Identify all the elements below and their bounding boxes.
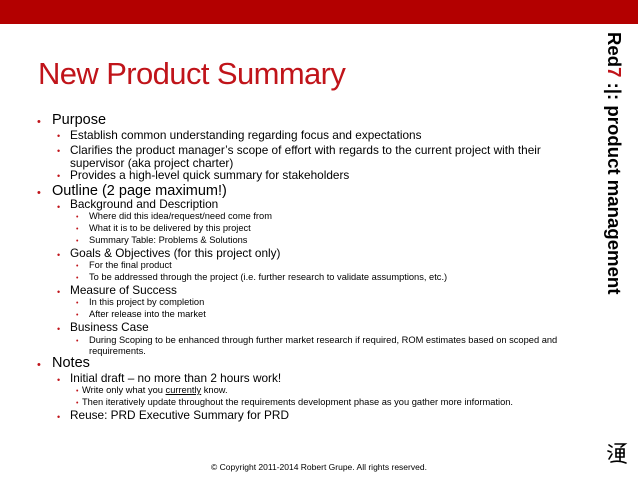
bullet-icon: • bbox=[76, 275, 79, 282]
business-item-1: During Scoping to be enhanced through further market research if required, ROM estimates based on scoped and requirements. bbox=[89, 335, 558, 356]
draft-item-1-underlined: currently bbox=[165, 385, 202, 395]
bullet-icon: • bbox=[76, 300, 79, 307]
copyright-footer: © Copyright 2011-2014 Robert Grupe. All rights reserved. bbox=[211, 462, 427, 472]
outline-goals-heading: Goals & Objectives (for this project only) bbox=[70, 246, 281, 260]
bullet-icon: • bbox=[76, 263, 79, 270]
bullet-icon: • bbox=[76, 214, 79, 221]
bullet-icon: • bbox=[57, 171, 61, 181]
section-notes-heading: Notes bbox=[52, 355, 90, 371]
outline-background-heading: Background and Description bbox=[70, 197, 219, 211]
background-item-2: What it is to be delivered by this project bbox=[89, 223, 251, 233]
bullet-icon: • bbox=[76, 226, 79, 233]
bullet-icon: • bbox=[57, 131, 61, 141]
background-item-3: Summary Table: Problems & Solutions bbox=[89, 235, 248, 245]
bullet-icon: • bbox=[57, 146, 61, 156]
bullet-icon: • bbox=[76, 238, 79, 245]
background-item-1: Where did this idea/request/need come from bbox=[89, 211, 272, 221]
purpose-item-3: Provides a high-level quick summary for stakeholders bbox=[70, 168, 350, 182]
outline-success-heading: Measure of Success bbox=[70, 283, 177, 297]
bullet-icon: • bbox=[37, 359, 41, 371]
outline-business-heading: Business Case bbox=[70, 320, 149, 334]
goals-item-1: For the final product bbox=[89, 260, 172, 270]
bullet-icon: • bbox=[57, 375, 61, 385]
bullet-icon: • bbox=[76, 338, 79, 345]
brand-suffix: :|: product management bbox=[604, 77, 625, 295]
goals-item-2: To be addressed through the project (i.e. further research to validate assumptions, etc.) bbox=[89, 272, 448, 282]
bullet-icon: • bbox=[57, 287, 61, 297]
brand-seven: 7 bbox=[604, 67, 625, 78]
bullet-icon: • bbox=[57, 202, 61, 212]
notes-reuse: Reuse: PRD Executive Summary for PRD bbox=[70, 408, 289, 422]
draft-item-1 bbox=[82, 385, 228, 396]
bullet-icon: • bbox=[76, 400, 79, 407]
brand-prefix: Red bbox=[604, 32, 625, 68]
brand-vertical-text bbox=[603, 32, 625, 294]
top-banner bbox=[0, 0, 638, 24]
page-title: New Product Summary bbox=[38, 56, 346, 91]
notes-draft-heading: Initial draft – no more than 2 hours work! bbox=[70, 371, 282, 385]
success-item-2: After release into the market bbox=[89, 309, 206, 319]
success-item-1: In this project by completion bbox=[89, 297, 205, 307]
bullet-icon: • bbox=[76, 388, 79, 395]
bullet-icon: • bbox=[37, 187, 41, 199]
bullet-icon: • bbox=[57, 324, 61, 334]
draft-item-2: Then iteratively update throughout the requirements development phase as you gather more information. bbox=[82, 397, 514, 407]
bullet-icon: • bbox=[57, 250, 61, 260]
purpose-item-1: Establish common understanding regarding focus and expectations bbox=[70, 128, 422, 142]
bullet-icon: • bbox=[57, 412, 61, 422]
draft-item-1-post: know. bbox=[201, 385, 228, 395]
section-outline-heading: Outline (2 page maximum!) bbox=[52, 183, 227, 199]
bullet-icon: • bbox=[37, 116, 41, 128]
draft-item-1-pre: Write only what you bbox=[82, 385, 166, 395]
purpose-item-2: Clarifies the product manager’s scope of effort with regards to the current project with their supervisor (aka project charter) bbox=[70, 143, 541, 170]
section-purpose-heading: Purpose bbox=[52, 112, 107, 128]
bullet-icon: • bbox=[76, 312, 79, 319]
